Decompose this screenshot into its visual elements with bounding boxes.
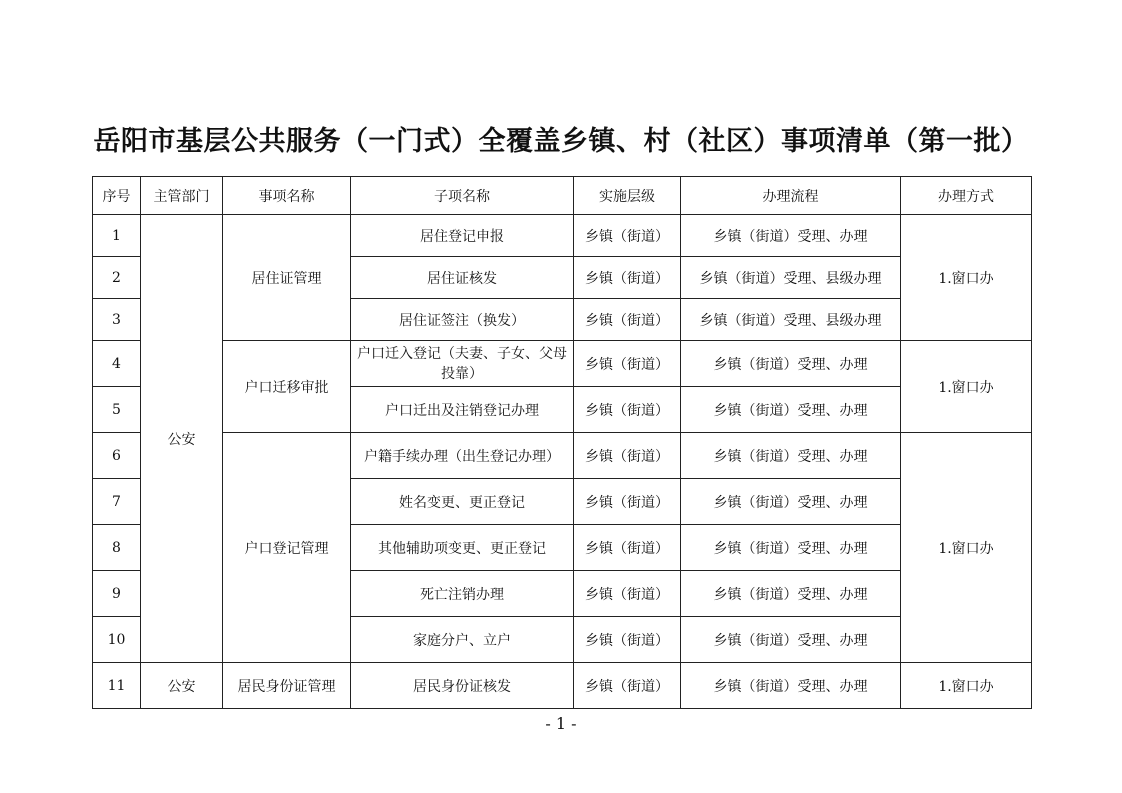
cell-item: 居民身份证管理 [223,663,351,709]
header-no: 序号 [93,177,141,215]
table-row [93,215,1032,257]
header-process: 办理流程 [681,177,901,215]
cell-level: 乡镇（街道） [574,387,681,433]
cell-process: 乡镇（街道）受理、办理 [681,341,901,387]
cell-item: 居住证管理 [223,215,351,341]
cell-level: 乡镇（街道） [574,663,681,709]
cell-level: 乡镇（街道） [574,257,681,299]
cell-method: 1.窗口办 [901,663,1032,709]
cell-no: 11 [93,663,141,709]
cell-item: 户口迁移审批 [223,341,351,433]
cell-level: 乡镇（街道） [574,525,681,571]
cell-method: 1.窗口办 [901,215,1032,341]
cell-process: 乡镇（街道）受理、办理 [681,617,901,663]
header-method: 办理方式 [901,177,1032,215]
cell-no: 6 [93,433,141,479]
cell-sub: 居民身份证核发 [351,663,574,709]
cell-sub: 其他辅助项变更、更正登记 [351,525,574,571]
cell-sub: 户籍手续办理（出生登记办理） [351,433,574,479]
cell-process: 乡镇（街道）受理、办理 [681,479,901,525]
cell-sub: 家庭分户、立户 [351,617,574,663]
cell-level: 乡镇（街道） [574,571,681,617]
cell-sub: 户口迁出及注销登记办理 [351,387,574,433]
cell-no: 4 [93,341,141,387]
cell-sub: 居住登记申报 [351,215,574,257]
cell-item: 户口登记管理 [223,433,351,663]
cell-level: 乡镇（街道） [574,215,681,257]
cell-sub: 居住证签注（换发） [351,299,574,341]
cell-process: 乡镇（街道）受理、办理 [681,387,901,433]
cell-process: 乡镇（街道）受理、县级办理 [681,299,901,341]
cell-no: 8 [93,525,141,571]
cell-process: 乡镇（街道）受理、办理 [681,525,901,571]
cell-level: 乡镇（街道） [574,299,681,341]
cell-process: 乡镇（街道）受理、县级办理 [681,257,901,299]
cell-no: 3 [93,299,141,341]
cell-level: 乡镇（街道） [574,617,681,663]
cell-no: 2 [93,257,141,299]
cell-process: 乡镇（街道）受理、办理 [681,571,901,617]
cell-process: 乡镇（街道）受理、办理 [681,215,901,257]
header-level: 实施层级 [574,177,681,215]
cell-dept: 公安 [141,215,223,663]
cell-level: 乡镇（街道） [574,479,681,525]
cell-method: 1.窗口办 [901,433,1032,663]
cell-sub: 户口迁入登记（夫妻、子女、父母投靠） [351,341,574,387]
header-item: 事项名称 [223,177,351,215]
cell-dept: 公安 [141,663,223,709]
table-row [93,663,1032,709]
table-header-row [93,177,1032,215]
cell-sub: 死亡注销办理 [351,571,574,617]
cell-no: 9 [93,571,141,617]
table-row [93,341,1032,387]
service-items-table [92,176,1032,709]
cell-process: 乡镇（街道）受理、办理 [681,433,901,479]
cell-no: 7 [93,479,141,525]
cell-level: 乡镇（街道） [574,433,681,479]
cell-sub: 居住证核发 [351,257,574,299]
document-title: 岳阳市基层公共服务（一门式）全覆盖乡镇、村（社区）事项清单（第一批） [93,126,1029,157]
header-sub: 子项名称 [351,177,574,215]
header-dept: 主管部门 [141,177,223,215]
cell-no: 10 [93,617,141,663]
cell-sub: 姓名变更、更正登记 [351,479,574,525]
cell-process: 乡镇（街道）受理、办理 [681,663,901,709]
cell-no: 1 [93,215,141,257]
cell-no: 5 [93,387,141,433]
cell-level: 乡镇（街道） [574,341,681,387]
table-row [93,433,1032,479]
page-number: - 1 - [545,714,577,733]
cell-method: 1.窗口办 [901,341,1032,433]
